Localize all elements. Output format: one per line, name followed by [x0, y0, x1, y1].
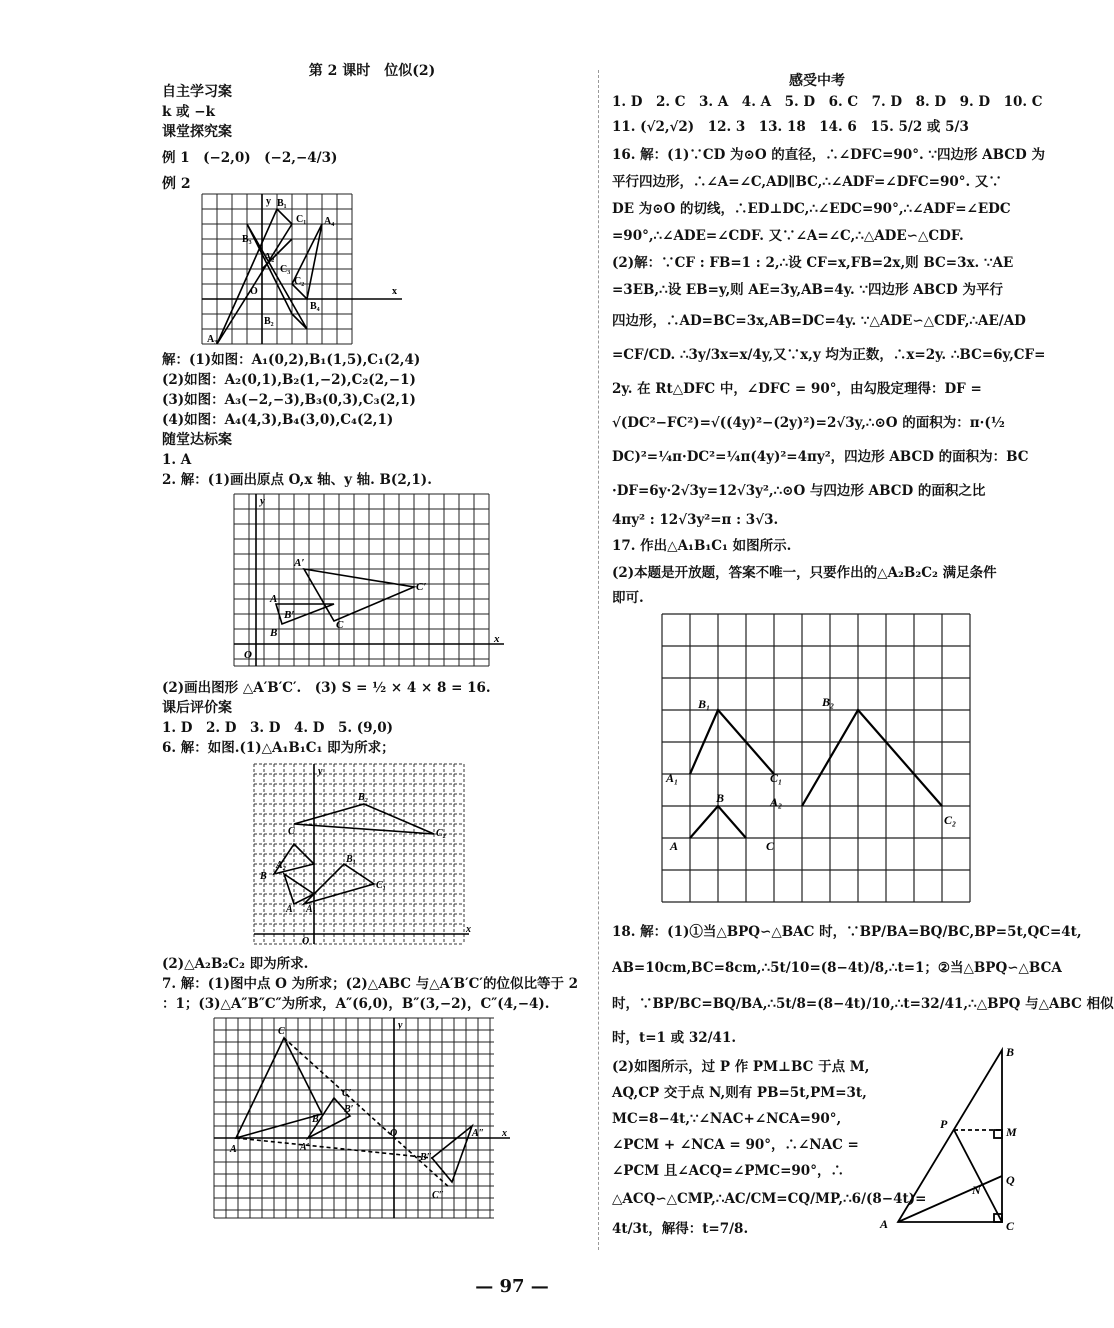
fig-label: B₂ — [822, 695, 835, 709]
fig-label: C — [1006, 1219, 1015, 1233]
example-2: 例 2 — [162, 176, 191, 192]
heading-kehou: 课后评价案 — [162, 700, 232, 716]
answer-line: MC=8−4t,∵∠NAC+∠NCA=90°, — [612, 1111, 842, 1127]
answer-line: (2)本题是开放题，答案不唯一，只要作出的△A₂B₂C₂ 满足条件 — [612, 565, 997, 581]
fig-label: A — [670, 839, 679, 853]
answer-line: (2)如图所示，过 P 作 PM⊥BC 于点 M, — [612, 1059, 870, 1075]
answer-line: △ACQ∽△CMP,∴AC/CM=CQ/MP,∴6/(8−4t)= — [612, 1191, 927, 1207]
fig-label: A₁ — [306, 904, 317, 915]
answer-line: DE 为⊙O 的切线，∴ED⊥DC,∴∠EDC=90°,∴∠ADF=∠EDC — [612, 201, 1011, 217]
column-divider — [598, 70, 599, 1250]
figure-q7-grid — [214, 1018, 514, 1223]
fig-label: O — [390, 1128, 398, 1139]
answer-line: 四边形，∴AD=BC=3x,AB=DC=4y. ∵△ADE∽△CDF,∴AE/AD — [612, 313, 1026, 329]
answer-line: 1. A — [162, 452, 192, 468]
fig-label: C′ — [342, 1088, 352, 1099]
answer-line: √(DC²−FC²)=√((4y)²−(2y)²)=2√3y,∴⊙O 的面积为：π·(½ — [612, 415, 1005, 431]
answer-line: 6. 解：如图.(1)△A₁B₁C₁ 即为所求； — [162, 740, 395, 756]
fig-label: A — [286, 904, 293, 915]
fig-label: O — [302, 936, 310, 947]
heading-ketang: 课堂探究案 — [162, 124, 232, 140]
heading-suitang: 随堂达标案 — [162, 432, 232, 448]
answer-line: =90°,∴∠ADE=∠CDF. 又∵∠A=∠C,∴△ADE∽△CDF. — [612, 228, 964, 244]
answer-line: 1. D 2. C 3. A 4. A 5. D 6. C 7. D 8. D 9. D 10. C — [612, 94, 1043, 110]
answer-line: 2. 解：(1)画出原点 O,x 轴、y 轴. B(2,1). — [162, 472, 432, 488]
fig-label: O — [250, 286, 258, 297]
fig-label: O — [244, 649, 252, 661]
answer-line: 时，t=1 或 32/41. — [612, 1030, 737, 1046]
fig-label: B₁ — [698, 697, 711, 711]
heading-zizhu: 自主学习案 — [162, 84, 232, 100]
figure-ex2-grid — [202, 194, 402, 344]
fig-label: B′ — [284, 609, 295, 621]
fig-label: A₂ — [276, 860, 287, 871]
fig-label: x — [494, 633, 500, 645]
fig-label: C₁ — [770, 771, 783, 785]
fig-label: y — [318, 766, 323, 777]
fig-label: B — [270, 627, 278, 639]
answer-line: =3EB,∴设 EB=y,则 AE=3y,AB=4y. ∵四边形 ABCD 为平行 — [612, 282, 1003, 298]
fig-label: B′ — [344, 1104, 354, 1115]
fig-label: C — [278, 1026, 285, 1037]
fig-label: C₂ — [944, 813, 957, 827]
answer-line: ·DF=6y·2√3y=12√3y²,∴⊙O 与四边形 ABCD 的面积之比 — [612, 483, 986, 499]
answer-line: 时，∵BP/BC=BQ/BA,∴5t/8=(8−4t)/10,∴t=32/41,∴△BPQ 与△ABC 相似 — [612, 996, 1114, 1012]
fig-label: A′ — [300, 1142, 310, 1153]
answer-line: 解：(1)如图：A₁(0,2),B₁(1,5),C₁(2,4) — [162, 352, 421, 368]
fig-label: C₂ — [436, 828, 447, 839]
section-title: 第 2 课时 位似(2) — [308, 63, 436, 79]
fig-label: B″ — [420, 1152, 433, 1163]
fig-label: B — [260, 871, 267, 882]
fig-label: x — [466, 924, 471, 935]
answer-line: DC)²=¼π·DC²=¼π(4y)²=4πy²，四边形 ABCD 的面积为：BC — [612, 449, 1029, 465]
fig-label: y — [266, 196, 271, 207]
answer-line: AB=10cm,BC=8cm,∴5t/10=(8−4t)/8,∴t=1；②当△BPQ∽△BCA — [612, 960, 1062, 976]
figure-q18-triangle — [872, 1044, 1022, 1234]
fig-label: A — [230, 1144, 237, 1155]
answer-line: 18. 解：(1)①当△BPQ∽△BAC 时，∵BP/BA=BQ/BC,BP=5t,QC=4t, — [612, 924, 1082, 940]
fig-label: Q — [1006, 1173, 1015, 1187]
answer-line: ∠PCM 且∠ACQ=∠PMC=90°，∴ — [612, 1163, 844, 1179]
fig-label: y — [398, 1020, 403, 1031]
fig-label: B₁ — [277, 198, 287, 209]
answer-line: (2)画出图形 △A′B′C′. (3) S = ½ × 4 × 8 = 16. — [162, 680, 491, 696]
answer-line: ∠PCM + ∠NCA = 90°，∴∠NAC = — [612, 1137, 859, 1153]
fig-label: N — [972, 1183, 981, 1197]
fig-label: C — [336, 619, 344, 631]
answer-line: ：1；(3)△A″B″C″为所求，A″(6,0)，B″(3,−2)，C″(4,−4). — [162, 996, 550, 1012]
answer-line: (4)如图：A₄(4,3),B₄(3,0),C₄(2,1) — [162, 412, 394, 428]
fig-label: B — [716, 791, 725, 805]
fig-label: M — [1006, 1125, 1017, 1139]
fig-label: C′ — [416, 581, 427, 593]
answer-line: (2)解：∵CF : FB=1 : 2,∴设 CF=x,FB=2x,则 BC=3x. ∵AE — [612, 255, 1014, 271]
answer-line: (2)△A₂B₂C₂ 即为所求. — [162, 956, 309, 972]
answer-line: (2)如图：A₂(0,1),B₂(1,−2),C₂(2,−1) — [162, 372, 416, 388]
answer-line: 16. 解：(1)∵CD 为⊙O 的直径，∴∠DFC=90°. ∵四边形 ABCD 为 — [612, 147, 1045, 163]
answer-line: 4πy² : 12√3y²=π : 3√3. — [612, 512, 779, 528]
example-1: 例 1 (−2,0) (−2,−4/3) — [162, 150, 338, 166]
fig-label: A — [270, 593, 278, 605]
fig-label: y — [260, 495, 265, 507]
answer-line: 17. 作出△A₁B₁C₁ 如图所示. — [612, 538, 792, 554]
fig-label: P — [940, 1117, 948, 1131]
answer-line: 平行四边形，∴∠A=∠C,AD∥BC,∴∠ADF=∠DFC=90°. 又∵ — [612, 174, 1002, 190]
fig-label: C — [288, 826, 295, 837]
fig-label: A₂ — [770, 795, 783, 809]
answer-line: 11. (√2,√2) 12. 3 13. 18 14. 6 15. 5/2 或 5/3 — [612, 119, 969, 135]
fig-label: C″ — [432, 1190, 445, 1201]
fig-label: C₁ — [296, 214, 307, 225]
fig-label: C₂ — [294, 276, 305, 287]
right-column — [612, 70, 1114, 1244]
fig-label: C₃ — [280, 264, 291, 275]
fig-label: C₁ — [376, 880, 387, 891]
answer-line: 1. D 2. D 3. D 4. D 5. (9,0) — [162, 720, 394, 736]
fig-label: B — [312, 1114, 319, 1125]
answer-line: 4t/3t，解得：t=7/8. — [612, 1221, 749, 1237]
figure-q17-grid — [662, 614, 982, 914]
q18-part2 — [612, 1045, 1022, 1244]
fig-label: B₁ — [346, 854, 357, 865]
answer-line: (3)如图：A₃(−2,−3),B₃(0,3),C₃(2,1) — [162, 392, 416, 408]
answer-line: AQ,CP 交于点 N,则有 PB=5t,PM=3t, — [612, 1085, 867, 1101]
answer-line: 2y. 在 Rt△DFC 中，∠DFC = 90°，由勾股定理得：DF = — [612, 381, 982, 397]
fig-label: B — [1006, 1045, 1015, 1059]
fig-label: B₂ — [358, 792, 369, 803]
fig-label: B₄ — [310, 301, 320, 312]
text-line: k 或 −k — [162, 104, 215, 120]
fig-label: C — [766, 839, 775, 853]
fig-label: x — [502, 1128, 507, 1139]
figure-q2-grid — [234, 494, 504, 674]
answer-line: 7. 解：(1)图中点 O 为所求；(2)△ABC 与△A′B′C′的位似比等于 2 — [162, 976, 579, 992]
fig-label: A — [880, 1217, 889, 1231]
fig-label: A₃ — [207, 334, 218, 345]
fig-label: A₁ — [666, 771, 679, 785]
fig-label: A′ — [294, 557, 305, 569]
page-number: — 97 — — [475, 1276, 549, 1297]
section-title-gansou: 感受中考 — [789, 73, 845, 89]
fig-label: A″ — [472, 1128, 485, 1139]
fig-label: A₄ — [324, 216, 335, 227]
fig-label: x — [392, 286, 397, 297]
answer-line: =CF/CD. ∴3y/3x=x/4y,又∵x,y 均为正数，∴x=2y. ∴BC=6y,CF= — [612, 347, 1046, 363]
fig-label: B₃ — [242, 234, 252, 245]
fig-label: B₂ — [264, 316, 274, 327]
figure-q6-grid — [254, 764, 474, 954]
answer-line: 即可. — [612, 590, 644, 606]
left-column — [162, 60, 582, 1223]
fig-label: A₂ — [264, 252, 275, 263]
